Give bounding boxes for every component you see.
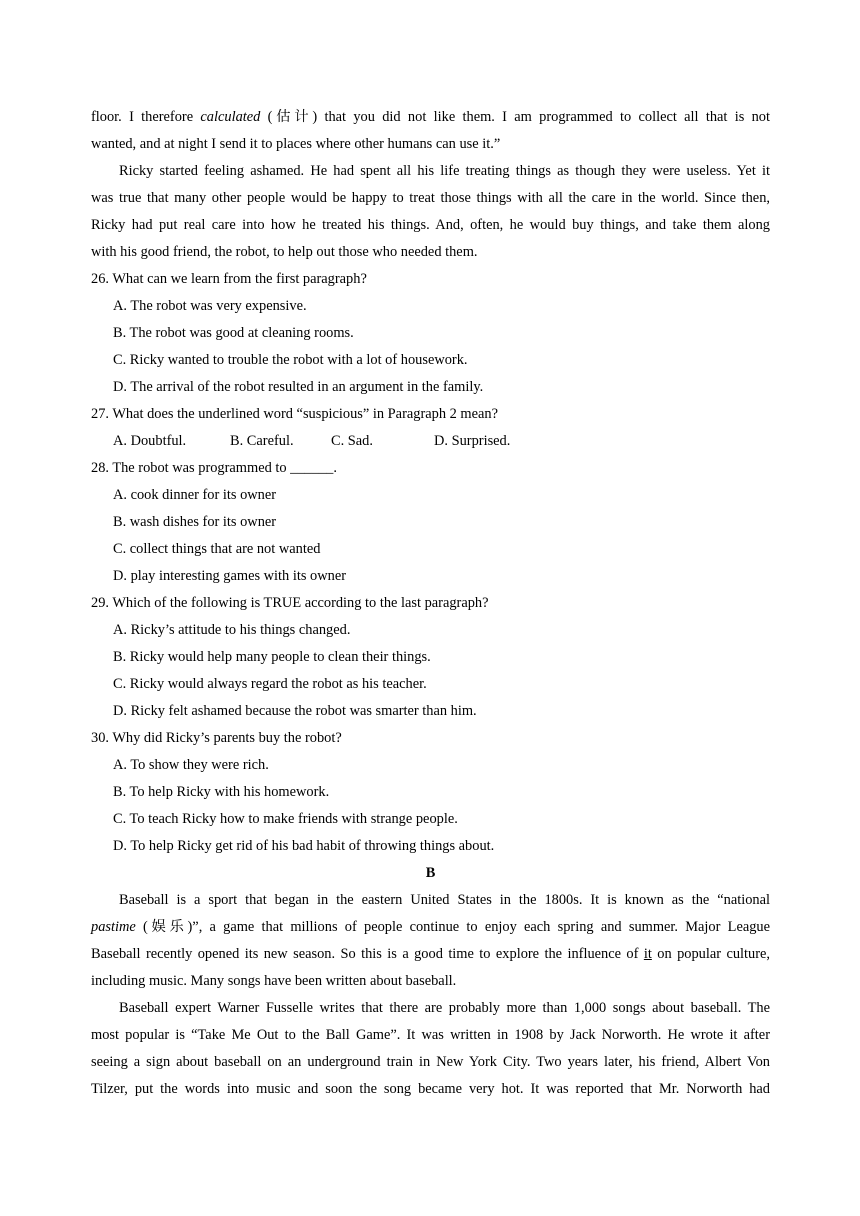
answer-option: B. Careful.: [230, 433, 294, 449]
question-stem: 29. Which of the following is TRUE according to the last paragraph?: [91, 595, 489, 611]
italic-word: pastime: [91, 919, 136, 935]
answer-option: D. Ricky felt ashamed because the robot was smarter than him.: [113, 703, 477, 719]
answer-option: D. play interesting games with its owner: [113, 568, 347, 584]
question-stem: 28. The robot was programmed to ______.: [91, 460, 337, 476]
section-heading: B: [425, 865, 436, 881]
answer-option: B. To help Ricky with his homework.: [113, 784, 330, 800]
passage-a-text-line: Ricky had put real care into how he treated his things. And, often, he would buy things, and take them along: [91, 217, 770, 233]
passage-b-text-line: seeing a sign about baseball on an underground train in New York City. Two years later, his friend, Albert Von: [91, 1054, 770, 1070]
question-stem: 26. What can we learn from the first paragraph?: [91, 271, 367, 287]
question-stem: 27. What does the underlined word “suspicious” in Paragraph 2 mean?: [91, 406, 498, 422]
answer-options-row: [91, 428, 770, 455]
text-span: (娱乐)”, a game that millions of people continue to enjoy each spring and summer. Major League: [135, 919, 770, 935]
answer-option: C. Ricky would always regard the robot as his teacher.: [113, 676, 427, 692]
answer-option: A. Ricky’s attitude to his things changed.: [113, 622, 351, 638]
passage-b-text-line: Baseball is a sport that began in the eastern United States in the 1800s. It is known as the “national: [119, 892, 770, 908]
answer-option: A. Doubtful.: [113, 433, 187, 449]
text-span: on popular culture,: [651, 946, 770, 962]
answer-option: B. wash dishes for its owner: [113, 514, 277, 530]
answer-option: C. To teach Ricky how to make friends with strange people.: [113, 811, 458, 827]
answer-option: D. To help Ricky get rid of his bad habit of throwing things about.: [113, 838, 495, 854]
text-span: (估计) that you did not like them. I am programmed to collect all that is not: [260, 109, 771, 125]
underlined-word: it: [643, 946, 652, 962]
answer-option: D. The arrival of the robot resulted in an argument in the family.: [113, 379, 484, 395]
passage-a-text-line: [91, 104, 770, 131]
passage-a-text-line: was true that many other people would be happy to treat those things with all the care in the world. Since then,: [91, 190, 770, 206]
passage-b-text-line: Tilzer, put the words into music and soon the song became very hot. It was reported that Mr. Norworth had: [91, 1081, 770, 1097]
answer-option: B. Ricky would help many people to clean their things.: [113, 649, 431, 665]
question-stem: 30. Why did Ricky’s parents buy the robot?: [91, 730, 342, 746]
answer-option: A. To show they were rich.: [113, 757, 269, 773]
passage-b-text-line: [91, 914, 770, 941]
answer-option: C. collect things that are not wanted: [113, 541, 321, 557]
answer-option: C. Ricky wanted to trouble the robot with a lot of housework.: [113, 352, 468, 368]
passage-a-text-line: Ricky started feeling ashamed. He had spent all his life treating things as though they were useless. Yet it: [119, 163, 770, 179]
italic-word: calculated: [200, 109, 261, 125]
answer-option: A. cook dinner for its owner: [113, 487, 277, 503]
text-span: floor. I therefore: [91, 109, 201, 125]
document-page: [91, 104, 770, 1103]
text-span: Baseball recently opened its new season. So this is a good time to explore the influence of: [91, 946, 644, 962]
answer-option: D. Surprised.: [434, 433, 511, 449]
passage-a-text-line: with his good friend, the robot, to help out those who needed them.: [91, 244, 478, 260]
passage-b-text-line: most popular is “Take Me Out to the Ball Game”. It was written in 1908 by Jack Norworth. He wrote it after: [91, 1027, 770, 1043]
passage-b-text-line: Baseball expert Warner Fusselle writes that there are probably more than 1,000 songs about baseball. The: [119, 1000, 770, 1016]
passage-b-text-line: including music. Many songs have been written about baseball.: [91, 973, 457, 989]
passage-a-text-line: wanted, and at night I send it to places where other humans can use it.”: [91, 136, 501, 152]
answer-option: A. The robot was very expensive.: [113, 298, 307, 314]
answer-option: B. The robot was good at cleaning rooms.: [113, 325, 354, 341]
passage-b-text-line: [91, 941, 770, 968]
answer-option: C. Sad.: [331, 433, 373, 449]
